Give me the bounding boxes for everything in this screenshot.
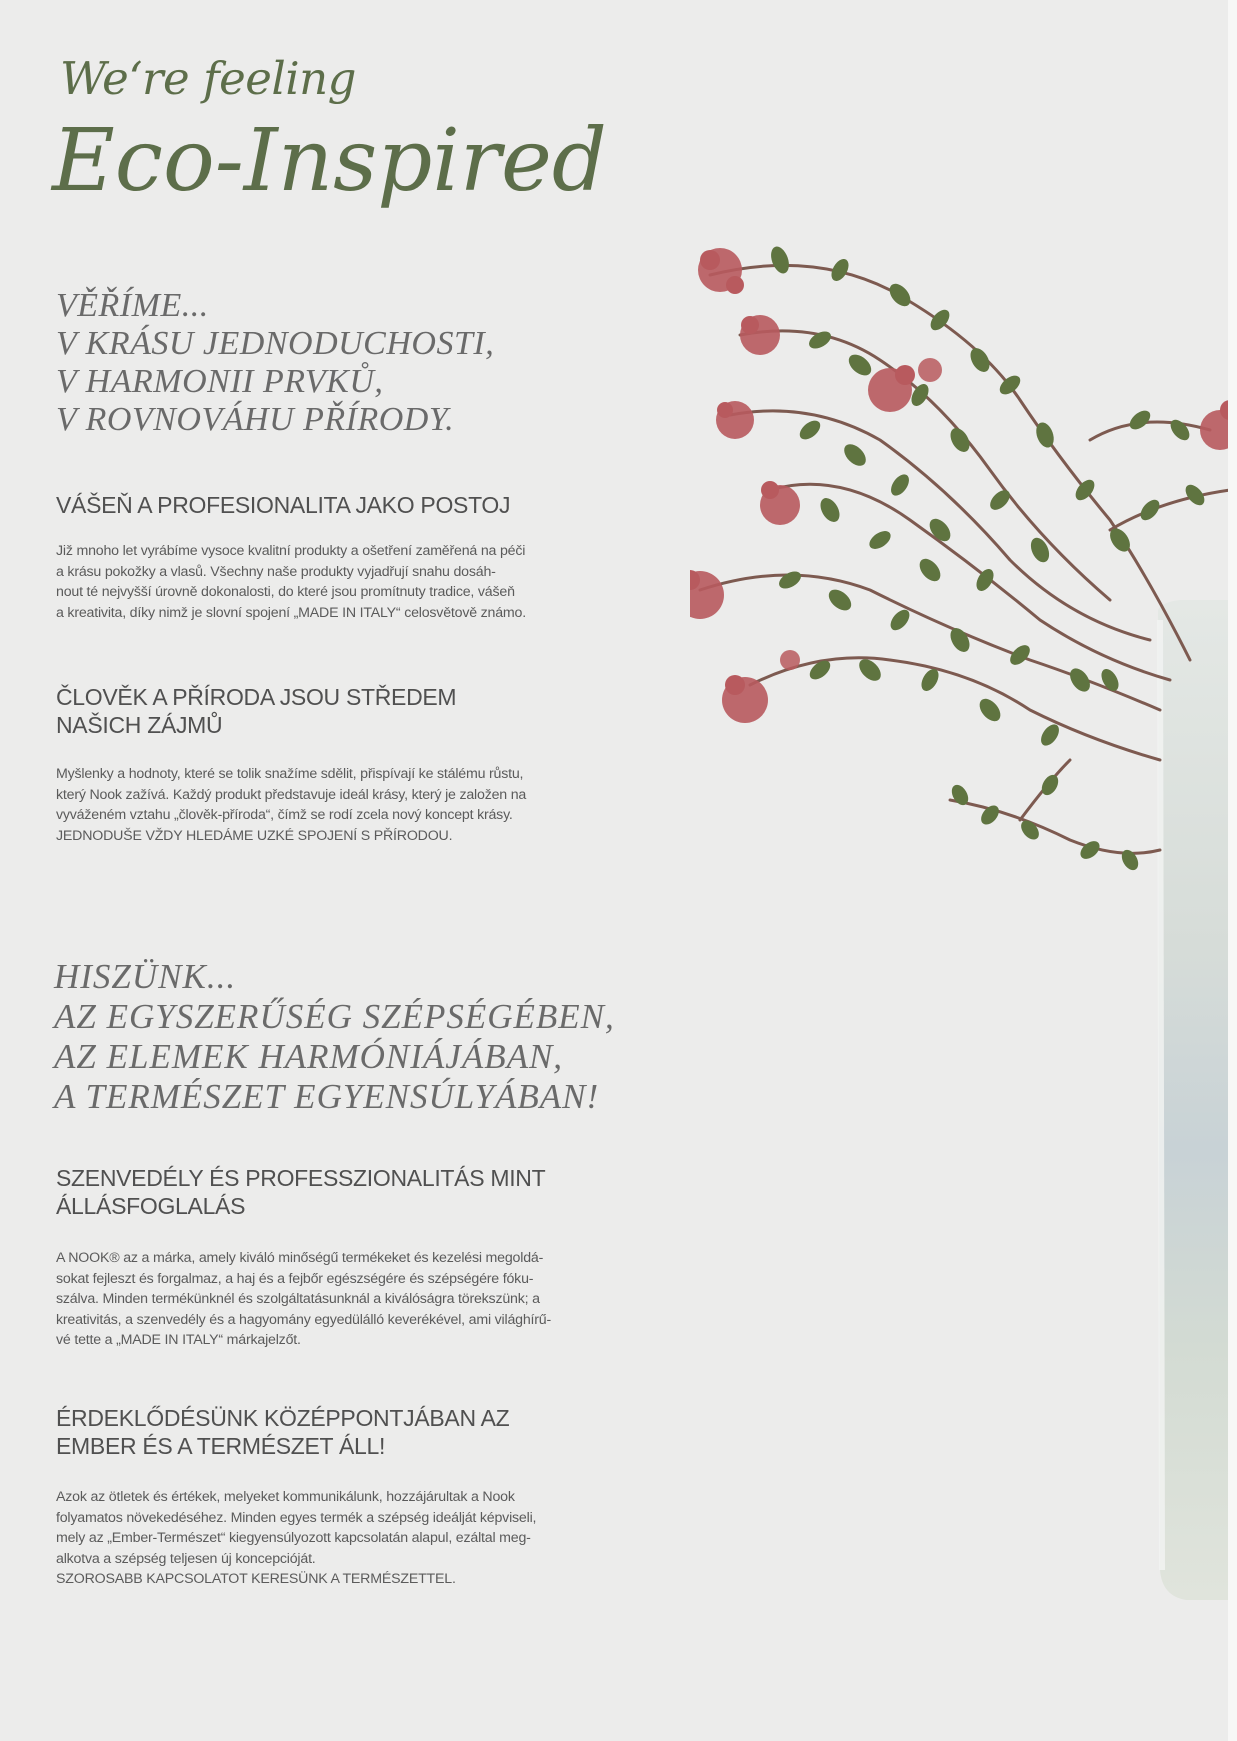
paragraph-line: folyamatos növekedéséhez. Minden egyes termék a szépség ideálját képviseli, bbox=[56, 1509, 537, 1526]
hu-section2-title bbox=[56, 1404, 509, 1460]
paragraph-line: JEDNODUŠE VŽDY HLEDÁME UZKÉ SPOJENÍ S PŘÍRODOU. bbox=[56, 827, 453, 844]
hu-section1-paragraph bbox=[56, 1248, 650, 1351]
cz-intro-line: V KRÁSU JEDNODUCHOSTI, bbox=[56, 325, 495, 362]
paragraph-line: SZOROSABB KAPCSOLATOT KERESÜNK A TERMÉSZETTEL. bbox=[56, 1571, 456, 1588]
page-title: Eco-Inspired bbox=[52, 111, 607, 211]
paragraph-line: a kreativita, díky nimž je slovní spojení „MADE IN ITALY“ celosvětově známo. bbox=[56, 604, 526, 621]
hu-intro-line: HISZÜNK... bbox=[54, 957, 237, 996]
cz-section1-title-line: VÁŠEŇ A PROFESIONALITA JAKO POSTOJ bbox=[56, 492, 511, 518]
hu-intro-heading bbox=[54, 957, 615, 1117]
paragraph-line: kreativitás, a szenvedély és a hagyomány egyedülálló keverékével, ami világhírű- bbox=[56, 1311, 552, 1328]
paragraph-line: mely az „Ember-Természet“ kiegyensúlyozott kapcsolatán alapul, ezáltal meg- bbox=[56, 1530, 531, 1547]
hu-section1-title-line: SZENVEDÉLY ÉS PROFESSZIONALITÁS MINT bbox=[56, 1165, 546, 1191]
cz-intro-line: VĚŘÍME... bbox=[56, 287, 209, 324]
hu-intro-line: AZ EGYSZERŰSÉG SZÉPSÉGÉBEN, bbox=[54, 997, 615, 1036]
hu-intro-line: A TERMÉSZET EGYENSÚLYÁBAN! bbox=[54, 1077, 600, 1116]
glass-vase bbox=[1158, 600, 1237, 1600]
paragraph-line: Již mnoho let vyrábíme vysoce kvalitní produkty a ošetření zaměřená na péči bbox=[56, 543, 526, 559]
paragraph-line: Myšlenky a hodnoty, které se tolik snažíme sdělit, přispívají ke stálému růstu, bbox=[56, 766, 524, 782]
paragraph-line: Azok az ötletek és értékek, melyeket kommunikálunk, hozzájárultak a Nook bbox=[56, 1489, 515, 1505]
paragraph-line: szálva. Minden termékünknél és szolgáltatásunknál a kiválóságra törekszünk; a bbox=[56, 1291, 540, 1308]
cz-section2-title bbox=[56, 683, 456, 739]
cz-intro-line: V HARMONII PRVKŮ, bbox=[56, 363, 384, 400]
paragraph-line: vé tette a „MADE IN ITALY“ márkajelzőt. bbox=[56, 1332, 301, 1349]
plant-stems bbox=[700, 265, 1230, 853]
cz-intro-heading bbox=[56, 287, 494, 439]
paragraph-line: a krásu pokožky a vlasů. Všechny naše produkty vyjadřují snahu dosáh- bbox=[56, 563, 496, 580]
cz-section2-title-line: ČLOVĚK A PŘÍRODA JSOU STŘEDEM bbox=[56, 684, 457, 710]
cz-intro-line: V ROVNOVÁHU PŘÍRODY. bbox=[56, 401, 455, 438]
hu-section1-title-line: ÁLLÁSFOGLALÁS bbox=[56, 1193, 246, 1219]
cz-section2-paragraph bbox=[56, 764, 650, 846]
paragraph-line: alkotva a szépség teljesen új koncepcióját. bbox=[56, 1550, 316, 1567]
page-subtitle: We‘re feeling bbox=[60, 52, 356, 105]
page-edge bbox=[1228, 0, 1237, 1741]
hu-section1-title bbox=[56, 1164, 545, 1220]
cz-section1-title bbox=[56, 491, 510, 519]
paragraph-line: nout té nejvyšší úrovně dokonalosti, do které jsou promítnuty tradice, vášeň bbox=[56, 584, 515, 601]
cz-section1-paragraph bbox=[56, 541, 650, 623]
paragraph-line: A NOOK® az a márka, amely kiváló minőségű termékeket és kezelési megoldá- bbox=[56, 1250, 544, 1266]
thyme-branch-in-glass-vase-icon bbox=[690, 240, 1237, 1620]
cz-section2-title-line: NAŠICH ZÁJMŮ bbox=[56, 712, 223, 738]
hu-section2-title-line: EMBER ÉS A TERMÉSZET ÁLL! bbox=[56, 1433, 386, 1459]
paragraph-line: vyváženém vztahu „člověk-příroda“, čímž se rodí zcela nový koncept krásy. bbox=[56, 807, 513, 824]
paragraph-line: který Nook zažívá. Každý produkt představuje ideál krásy, který je založen na bbox=[56, 786, 527, 803]
hu-section2-paragraph bbox=[56, 1487, 650, 1590]
hu-intro-line: AZ ELEMEK HARMÓNIÁJÁBAN, bbox=[54, 1037, 564, 1076]
hu-section2-title-line: ÉRDEKLŐDÉSÜNK KÖZÉPPONTJÁBAN AZ bbox=[56, 1405, 510, 1431]
paragraph-line: sokat fejleszt és forgalmaz, a haj és a fejbőr egészségére és szépségére fóku- bbox=[56, 1270, 534, 1287]
